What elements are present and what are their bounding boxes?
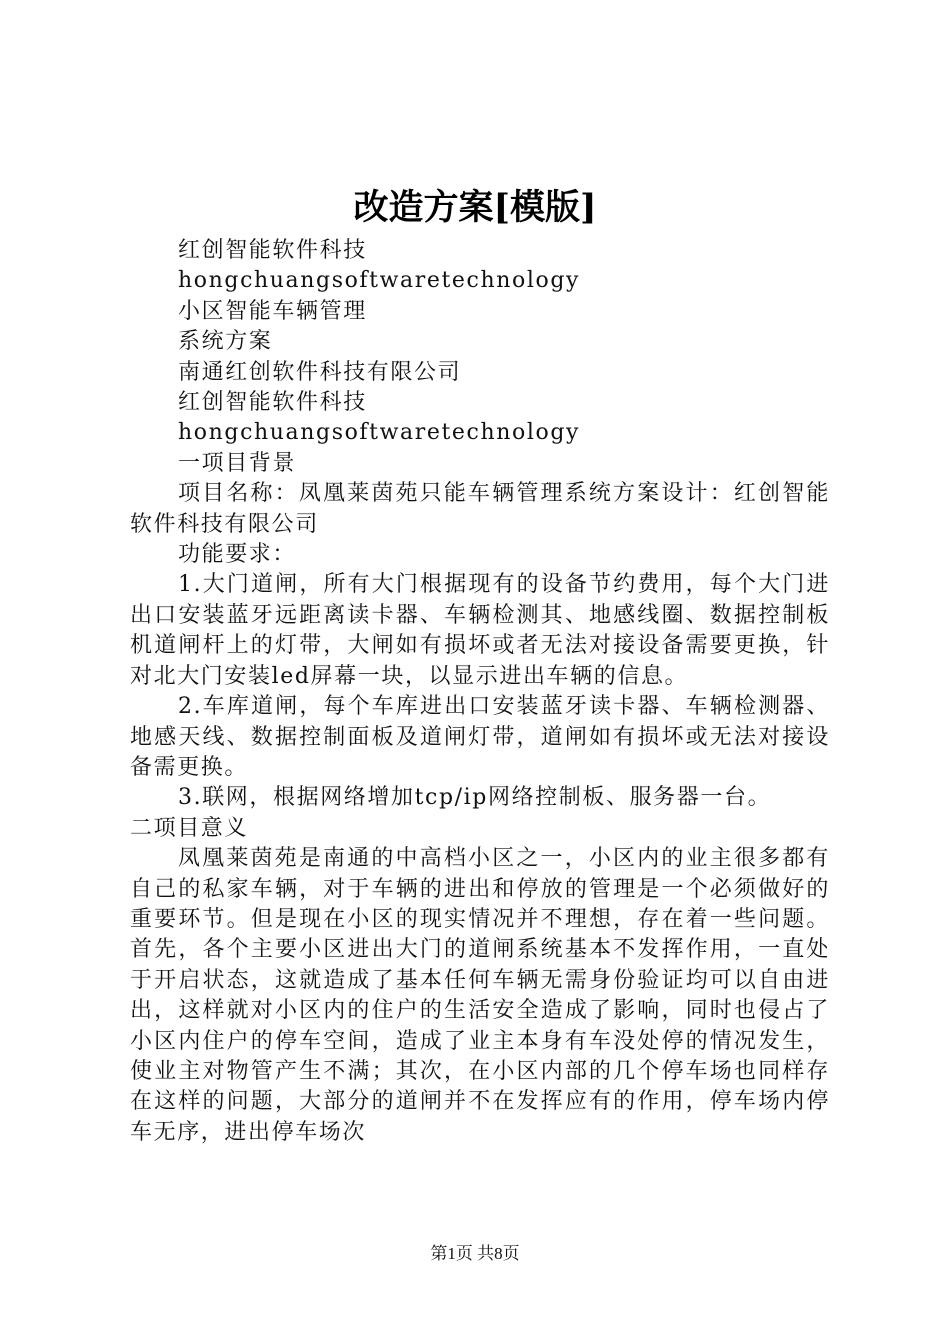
cover-line: 红创智能软件科技 (178, 238, 367, 263)
document-body (130, 236, 830, 1148)
requirement-item: 2.车库道闸，每个车库进出口安装蓝牙读卡器、车辆检测器、地感天线、数据控制面板及道闸灯带，道闸如有损坏或无法对接设备需更换。 (130, 694, 830, 780)
section-heading: 二项目意义 (130, 815, 249, 841)
cover-line: 小区智能车辆管理 (178, 298, 367, 324)
significance-paragraph: 凤凰莱茵苑是南通的中高档小区之一，小区内的业主很多都有自己的私家车辆，对于车辆的进出和停放的管理是一个必须做好的重要环节。但是现在小区的现实情况并不理想，存在着一些问题。首先，各个主要小区进出大门的道闸系统基本不发挥作用，一直处于开启状态，这就造成了基本任何车辆无需身份验证均可以自由进出，这样就对小区内的住户的生活安全造成了影响，同时也侵占了小区内住户的停车空间，造成了业主本身有车没处停的情况发生，使业主对物管产生不满；其次，在小区内部的几个停车场也同样存在这样的问题，大部分的道闸并不在发挥应有的作用，停车场内停车无序，进出停车场次 (130, 846, 830, 1145)
cover-line: 红创智能软件科技 (178, 390, 367, 416)
requirement-item: 1.大门道闸，所有大门根据现有的设备节约费用，每个大门进出口安装蓝牙远距离读卡器、车辆检测其、地感线圈、数据控制板机道闸杆上的灯带，大闸如有损坏或者无法对接设备需要更换，针对北大门安装led屏幕一块，以显示进出车辆的信息。 (130, 572, 830, 689)
project-name-paragraph: 项目名称：凤凰莱茵苑只能车辆管理系统方案设计：红创智能软件科技有限公司 (130, 481, 830, 537)
cover-line: hongchuangsoftwaretechnology (178, 268, 581, 294)
requirement-item: 3.联网，根据网络增加tcp/ip网络控制板、服务器一台。 (178, 785, 772, 811)
cover-line: 南通红创软件科技有限公司 (178, 359, 462, 385)
cover-line: hongchuangsoftwaretechnology (178, 420, 581, 446)
requirements-label: 功能要求： (178, 542, 297, 568)
page-footer: 第1页 共8页 (430, 1244, 520, 1263)
document-title: 改造方案[模版] (353, 187, 597, 228)
section-heading: 一项目背景 (178, 450, 297, 476)
cover-line: 系统方案 (178, 329, 273, 355)
